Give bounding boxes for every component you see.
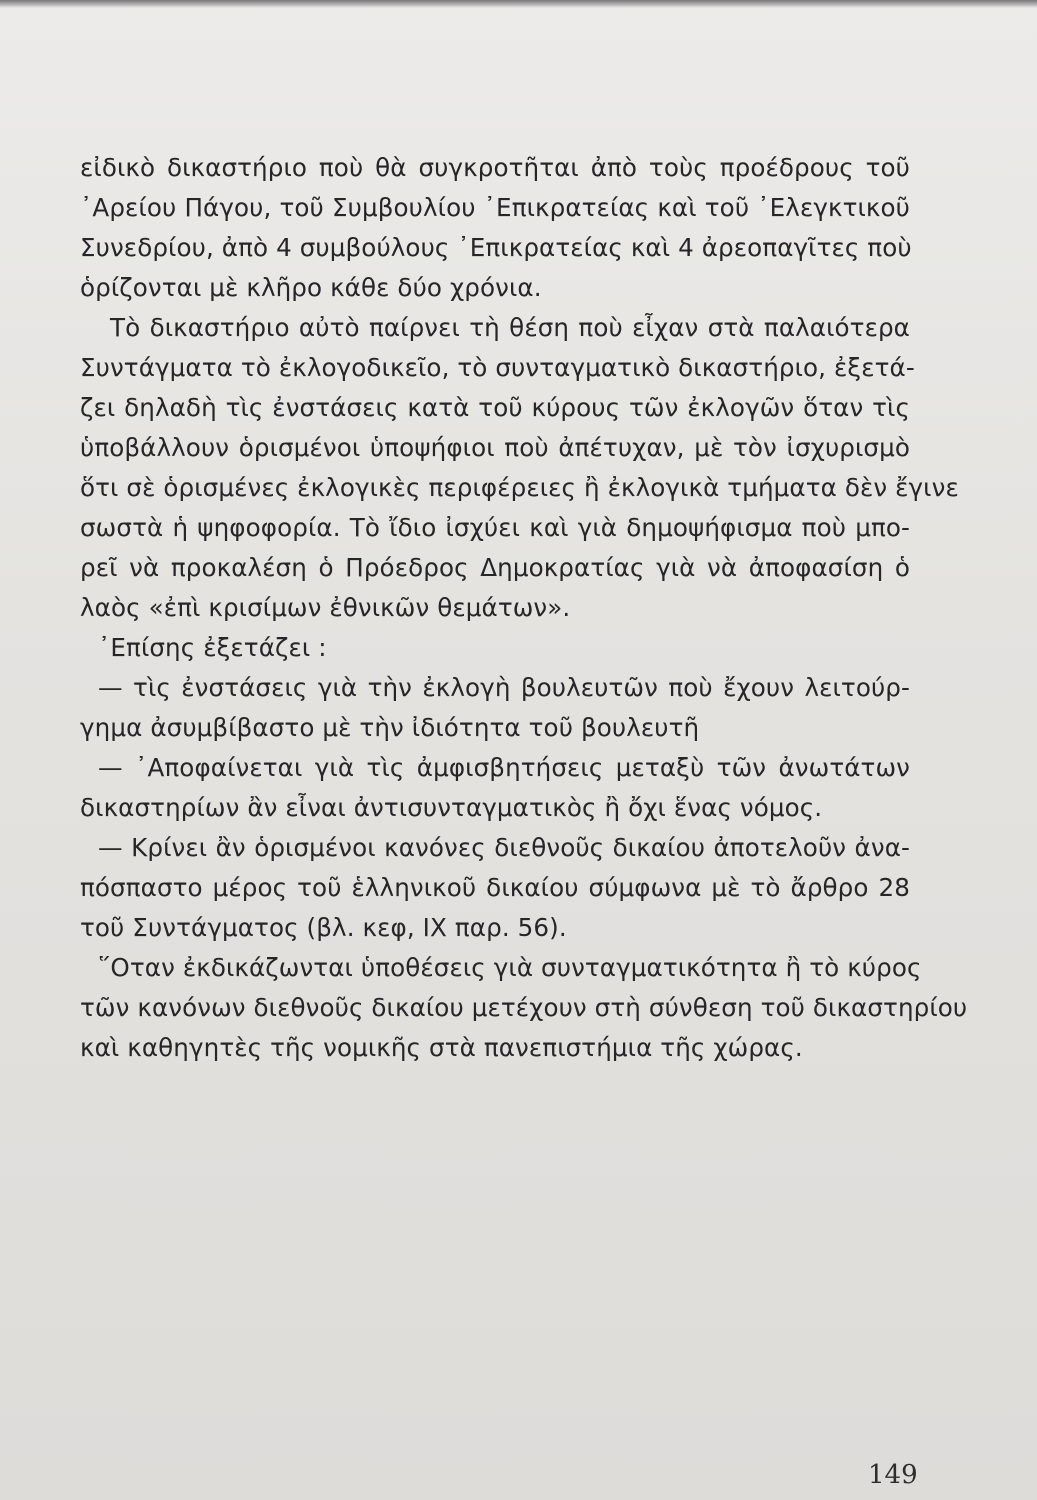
text-line: εἰδικὸ δικαστήριο ποὺ θὰ συγκροτῆται ἀπὸ τοὺς προέδρους τοῦ [80,153,910,182]
text-line: λαὸς «ἐπὶ κρισίμων ἐθνικῶν θεμάτων». [80,593,571,622]
body-text [80,148,968,1068]
page-top-edge [0,0,1037,8]
text-line: ρεῖ νὰ προκαλέση ὁ Πρόεδρος Δημοκρατίας γιὰ νὰ ἀποφασίση ὁ [80,553,910,582]
text-line: Τὸ δικαστήριο αὐτὸ παίρνει τὴ θέση ποὺ εἶχαν στὰ παλαιότερα [110,313,910,342]
text-line: τοῦ Συντάγματος (βλ. κεφ, ΙΧ παρ. 56). [80,913,567,942]
text-line: ὁρίζονται μὲ κλῆρο κάθε δύο χρόνια. [80,273,542,302]
text-line: ὑποβάλλουν ὁρισμένοι ὑποψήφιοι ποὺ ἀπέτυχαν, μὲ τὸν ἰσχυρισμὸ [80,433,910,462]
text-line: — Κρίνει ἂν ὁρισμένοι κανόνες διεθνοῦς δικαίου ἀποτελοῦν ἀνα- [98,833,910,862]
text-line: Συνεδρίου, ἀπὸ 4 συμβούλους ᾿Επικρατείας καὶ 4 ἀρεοπαγῖτες ποὺ [80,233,912,262]
text-line: Συντάγματα τὸ ἐκλογοδικεῖο, τὸ συνταγματικὸ δικαστήριο, ἐξετά- [80,353,915,382]
page-number: 149 [868,1460,918,1490]
text-line: καὶ καθηγητὲς τῆς νομικῆς στὰ πανεπιστήμια τῆς χώρας. [80,1033,803,1062]
text-line: ζει δηλαδὴ τὶς ἐνστάσεις κατὰ τοῦ κύρους τῶν ἐκλογῶν ὅταν τὶς [80,393,910,422]
text-line: — τὶς ἐνστάσεις γιὰ τὴν ἐκλογὴ βουλευτῶν ποὺ ἔχουν λειτούρ- [98,673,910,702]
text-line: ᾿Επίσης ἐξετάζει : [98,633,327,662]
text-line: ᾿Αρείου Πάγου, τοῦ Συμβουλίου ᾿Επικρατείας καὶ τοῦ ᾿Ελεγκτικοῦ [80,193,910,222]
text-line: δικαστηρίων ἂν εἶναι ἀντισυνταγματικὸς ἢ ὄχι ἕνας νόμος. [80,793,823,822]
text-line: — ᾿Αποφαίνεται γιὰ τὶς ἀμφισβητήσεις μεταξὺ τῶν ἀνωτάτων [98,753,910,782]
text-line: γημα ἀσυμβίβαστο μὲ τὴν ἰδιότητα τοῦ βουλευτῆ [80,713,700,742]
text-line: σωστὰ ἡ ψηφοφορία. Τὸ ἴδιο ἰσχύει καὶ γιὰ δημοψήφισμα ποὺ μπο- [80,513,910,542]
text-line: πόσπαστο μέρος τοῦ ἑλληνικοῦ δικαίου σύμφωνα μὲ τὸ ἄρθρο 28 [80,873,910,902]
text-line: ὅτι σὲ ὁρισμένες ἐκλογικὲς περιφέρειες ἢ ἐκλογικὰ τμήματα δὲν ἔγινε [80,473,959,502]
text-line: ῞Οταν ἐκδικάζωνται ὑποθέσεις γιὰ συνταγματικότητα ἢ τὸ κύρος [98,953,922,982]
text-line: τῶν κανόνων διεθνοῦς δικαίου μετέχουν στὴ σύνθεση τοῦ δικαστηρίου [80,993,968,1022]
